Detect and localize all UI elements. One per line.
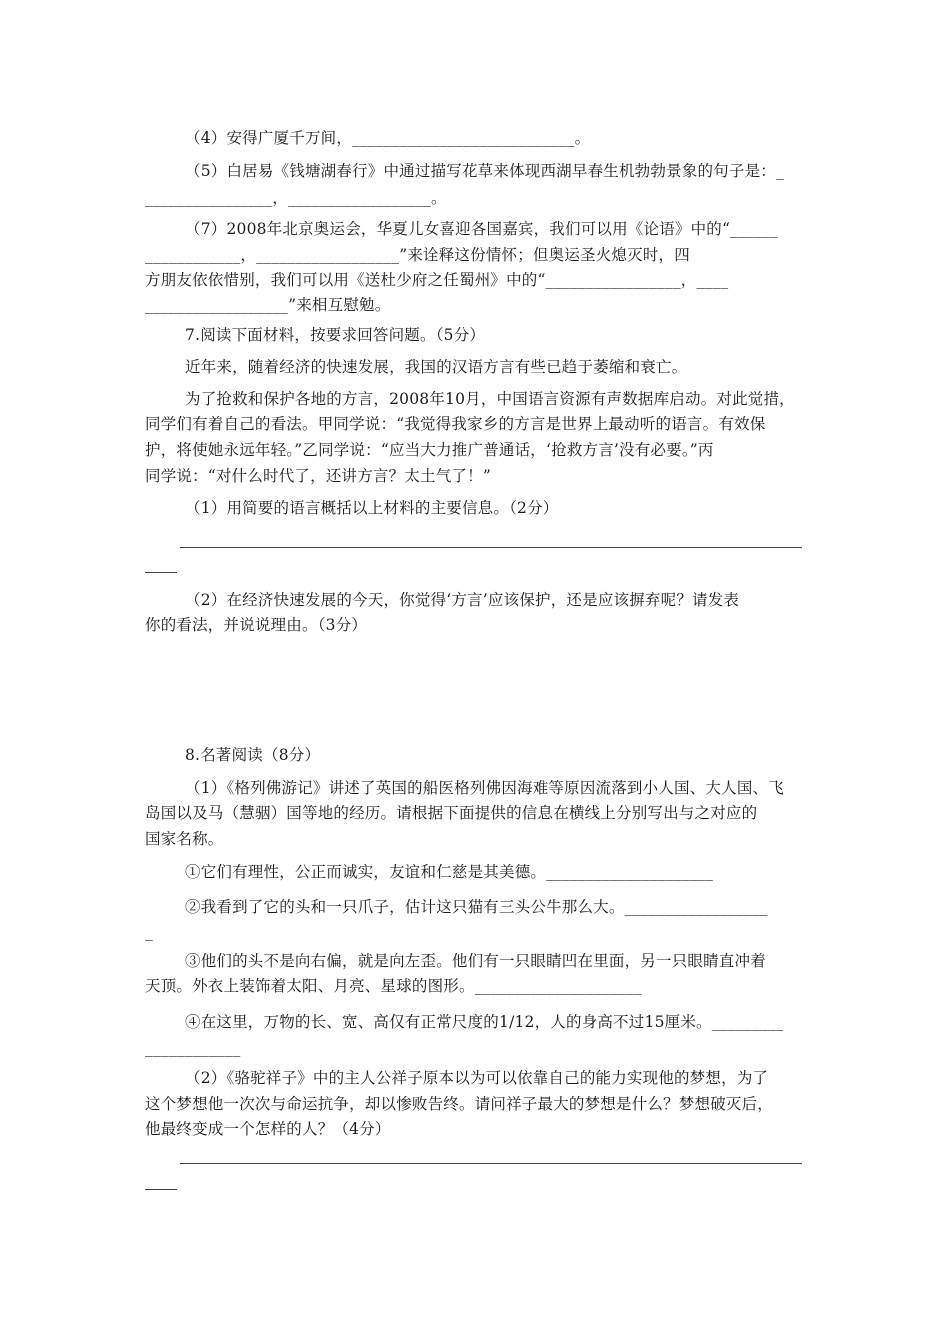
q7-paragraph1: 近年来，随着经济的快速发展，我国的汉语方言有些已趋于萎缩和衰亡。 — [185, 358, 688, 376]
q8-clue1: ①它们有理性，公正而诚实，友谊和仁慈是其美德。_____________________ — [185, 863, 714, 881]
q8-sub2-answer-line-tail[interactable] — [145, 1189, 177, 1190]
q8-clue2-line2: _ — [145, 923, 153, 941]
q8-sub1-line3: 国家名称。 — [145, 830, 224, 848]
q6-item5-line2: ________________，__________________。 — [145, 189, 447, 207]
q7-sub1-answer-line[interactable] — [180, 547, 802, 548]
q8-sub2-answer-line[interactable] — [180, 1163, 802, 1164]
q8-clue4-line1: ④在这里，万物的长、宽、高仅有正常尺度的1/12，人的身高不过15厘米。_________ — [185, 1013, 784, 1031]
q8-sub1-line2: 岛国以及马（慧骃）国等地的经历。请根据下面提供的信息在横线上分别写出与之对应的 — [145, 804, 758, 822]
q7-paragraph2-line2: 同学们有着自己的看法。甲同学说：“我觉得我家乡的方言是世界上最动听的语言。有效保 — [145, 415, 766, 433]
q7-sub1-answer-line-tail[interactable] — [145, 572, 177, 573]
q8-sub1-line1: （1）《格列佛游记》讲述了英国的船医格列佛因海难等原因流落到小人国、大人国、飞 — [185, 779, 784, 797]
q6-item7-line4: __________________”来相互慰勉。 — [145, 296, 391, 314]
q7-paragraph2-line4: 同学说：“对什么时代了，还讲方言？太土气了！” — [145, 467, 491, 485]
q7-paragraph2-line1: 为了抢救和保护各地的方言，2008年10月，中国语言资源有声数据库启动。对此觉措， — [185, 390, 795, 408]
q8-clue2-line1: ②我看到了它的头和一只爪子，估计这只猫有三头公牛那么大。__________________ — [185, 898, 768, 916]
q7-title: 7.阅读下面材料，按要求回答问题。（5分） — [185, 326, 486, 344]
q7-sub2-line1: （2）在经济快速发展的今天，你觉得‘方言’应该保护，还是应该摒弃呢？请发表 — [185, 591, 740, 609]
q6-item4: （4）安得广厦千万间，____________________________。 — [185, 129, 591, 147]
q8-title: 8.名著阅读（8分） — [185, 746, 321, 764]
q7-sub1-prompt: （1）用简要的语言概括以上材料的主要信息。（2分） — [185, 499, 559, 517]
q6-item7-line2: ____________，__________________”来诠释这份情怀；但奥运圣火熄灭时，四 — [145, 246, 690, 264]
q8-clue3-line1: ③他们的头不是向右偏，就是向左歪。他们有一只眼睛凹在里面，另一只眼睛直冲着 — [185, 952, 766, 970]
q8-sub2-line2: 这个梦想他一次次与命运抗争，却以惨败告终。请问祥子最大的梦想是什么？梦想破灭后， — [145, 1095, 774, 1113]
q6-item5-line1: （5）白居易《钱塘湖春行》中通过描写花草来体现西湖早春生机勃勃景象的句子是：_ — [185, 162, 784, 180]
q8-sub2-line3: 他最终变成一个怎样的人？（4分） — [145, 1120, 391, 1138]
q8-sub2-line1: （2）《骆驼祥子》中的主人公祥子原本以为可以依靠自己的能力实现他的梦想，为了 — [185, 1069, 769, 1087]
q8-clue3-line2: 天顶。外衣上装饰着太阳、月亮、星球的图形。_____________________ — [145, 977, 642, 995]
q7-sub2-line2: 你的看法，并说说理由。（3分） — [145, 616, 368, 634]
q6-item7-line3: 方朋友依依惜别，我们可以用《送杜少府之任蜀州》中的“_________________，____ — [145, 271, 729, 289]
q7-paragraph2-line3: 护，将使她永远年轻。”乙同学说：“应当大力推广普通话，‘抢救方言’没有必要。”丙 — [145, 441, 714, 459]
q6-item7-line1: （7）2008年北京奥运会，华夏儿女喜迎各国嘉宾，我们可以用《论语》中的“______ — [185, 220, 778, 238]
q8-clue4-line2: ____________ — [145, 1039, 241, 1057]
